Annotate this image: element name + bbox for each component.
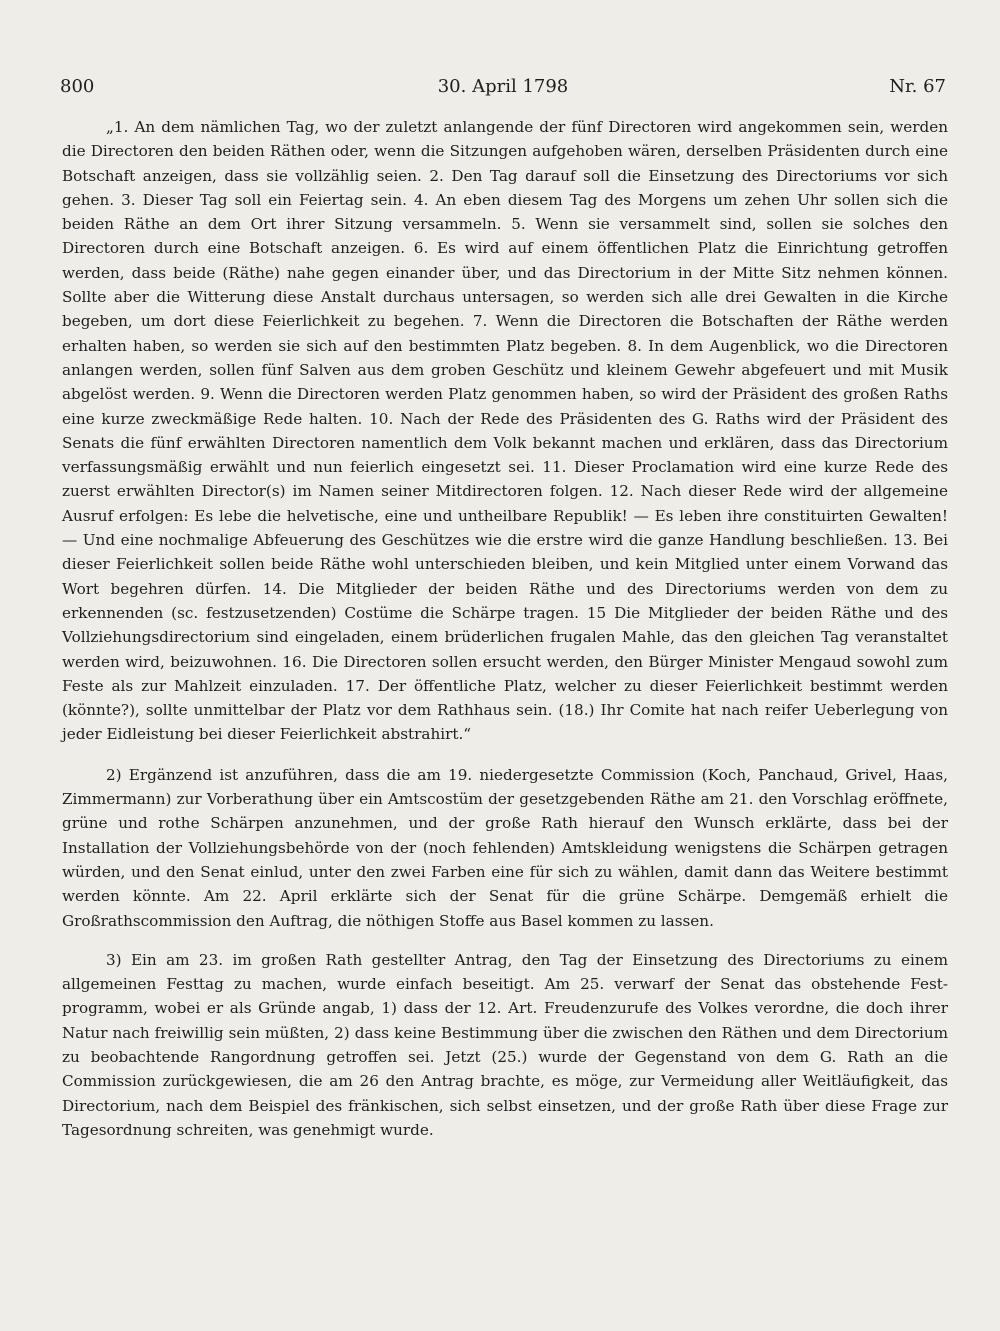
body-text <box>62 115 948 1142</box>
header-date: 30. April 1798 <box>437 76 569 97</box>
running-header <box>60 76 946 102</box>
page-number: 800 <box>60 76 95 97</box>
document-number: Nr. 67 <box>889 76 946 97</box>
paragraph-note-2: 2) Ergänzend ist anzuführen, dass die am 19. niedergesetzte Commission (Koch, Panchaud, Grivel, Haas, Zimmermann) zur Vorberathung über ein Amtscostüm der gesetzgebenden Räthe am 21. den Vorschlag eröffnete, grüne und rothe Schärpen anzunehmen, und der große Rath hierauf den Wunsch erklärte, dass bei der Installation der Vollziehungsbehörde von der (noch fehlenden) Amtskleidung wenigstens die Schärpen getragen würden, und den Senat einlud, unter den zwei Farben eine für sich zu wählen, damit dann das Weitere bestimmt werden könnte. Am 22. April erklärte sich der Senat für die grüne Schärpe. Demgemäß erhielt die Großrathscommission den Auftrag, die nöthigen Stoffe aus Basel kommen zu lassen. <box>62 765 948 930</box>
paragraph-note-3: 3) Ein am 23. im großen Rath gestellter Antrag, den Tag der Einsetzung des Directoriums zu einem allgemeinen Festtag zu machen, wurde einfach beseitigt. Am 25. verwarf der Senat das obstehende Festprogramm, wobei er als Gründe angab, 1) dass der 12. Art. Freudenzurufe des Volkes verordne, die doch ihrer Natur nach freiwillig sein müßten, 2) dass keine Bestimmung über die zwischen den Räthen und dem Directorium zu beobachtende Rangordnung getroffen sei. Jetzt (25.) wurde der Gegenstand von dem G. Rath an die Commission zurückgewiesen, die am 26 den Antrag brachte, es möge, zur Vermeidung aller Weitläufigkeit, das Directorium, nach dem Beispiel des fränkischen, sich selbst einsetzen, und der große Rath über diese Frage zur Tagesordnung schreiten, was genehmigt wurde. <box>62 950 948 1139</box>
paragraph-quoted-program: „1. An dem nämlichen Tag, wo der zuletzt anlangende der fünf Directoren wird angekommen sein, werden die Directoren den beiden Räthen oder, wenn die Sitzungen aufgehoben wären, derselben Präsidenten durch eine Botschaft anzeigen, dass sie vollzählig seien. 2. Den Tag darauf soll die Einsetzung des Directoriums vor sich gehen. 3. Dieser Tag soll ein Feiertag sein. 4. An eben diesem Tag des Morgens um zehen Uhr sollen sich die beiden Räthe an dem Ort ihrer Sitzung versammeln. 5. Wenn sie versammelt sind, sollen sie solches den Directoren durch eine Botschaft anzeigen. 6. Es wird auf einem öffentlichen Platz die Einrichtung getroffen werden, dass beide (Räthe) nahe gegen einander über, und das Directorium in der Mitte Sitz nehmen können. Sollte aber die Witterung diese Anstalt durchaus untersagen, so werden sich alle drei Gewalten in die Kirche begeben, um dort diese Feierlichkeit zu begehen. 7. Wenn die Directoren die Botschaften der Räthe werden erhalten haben, so werden sie sich auf den bestimmten Platz begeben. 8. In dem Augenblick, wo die Directoren anlangen werden, sollen fünf Salven aus dem groben Geschütz und kleinem Gewehr abgefeuert und mit Musik abgelöst werden. 9. Wenn die Directoren werden Platz genommen haben, so wird der Präsident des großen Raths eine kurze zweckmäßige Rede halten. 10. Nach der Rede des Präsidenten des G. Raths wird der Präsident des Senats die fünf erwählten Directoren namentlich dem Volk bekannt machen und erklären, dass das Directorium verfassungsmäßig erwählt und nun feierlich eingesetzt sei. 11. Dieser Proclamation wird eine kurze Rede des zuerst erwählten Director(s) im Namen seiner Mitdirectoren folgen. 12. Nach dieser Rede wird der allgemeine Ausruf erfolgen: Es lebe die helvetische, eine und untheilbare Republik! — Es leben ihre constituirten Gewalten! — Und eine nochmalige Abfeuerung des Geschützes wie die erstre wird die ganze Handlung beschließen. 13. Bei dieser Feierlichkeit sollen beide Räthe wohl unterschieden bleiben, und kein Mitglied unter einem Vorwand das Wort begehren dürfen. 14. Die Mitglieder der beiden Räthe und des Directoriums werden von dem zu erkennenden (sc. festzusetzenden) Costüme die Schärpe tragen. 15 Die Mitglieder der beiden Räthe und des Vollziehungsdirectorium sind eingeladen, einem brüderlichen frugalen Mahle, das den gleichen Tag veranstaltet werden wird, beizuwohnen. 16. Die Directoren sollen ersucht werden, den Bürger Minister Mengaud sowohl zum Feste als zur Mahlzeit einzuladen. 17. Der öffentliche Platz, welcher zu dieser Feierlichkeit bestimmt werden (könnte?), sollte unmittelbar der Platz vor dem Rathhaus sein. (18.) Ihr Comite hat nach reifer Ueberlegung von jeder Eidleistung bei dieser Feierlichkeit abstrahirt.“ <box>62 118 948 744</box>
